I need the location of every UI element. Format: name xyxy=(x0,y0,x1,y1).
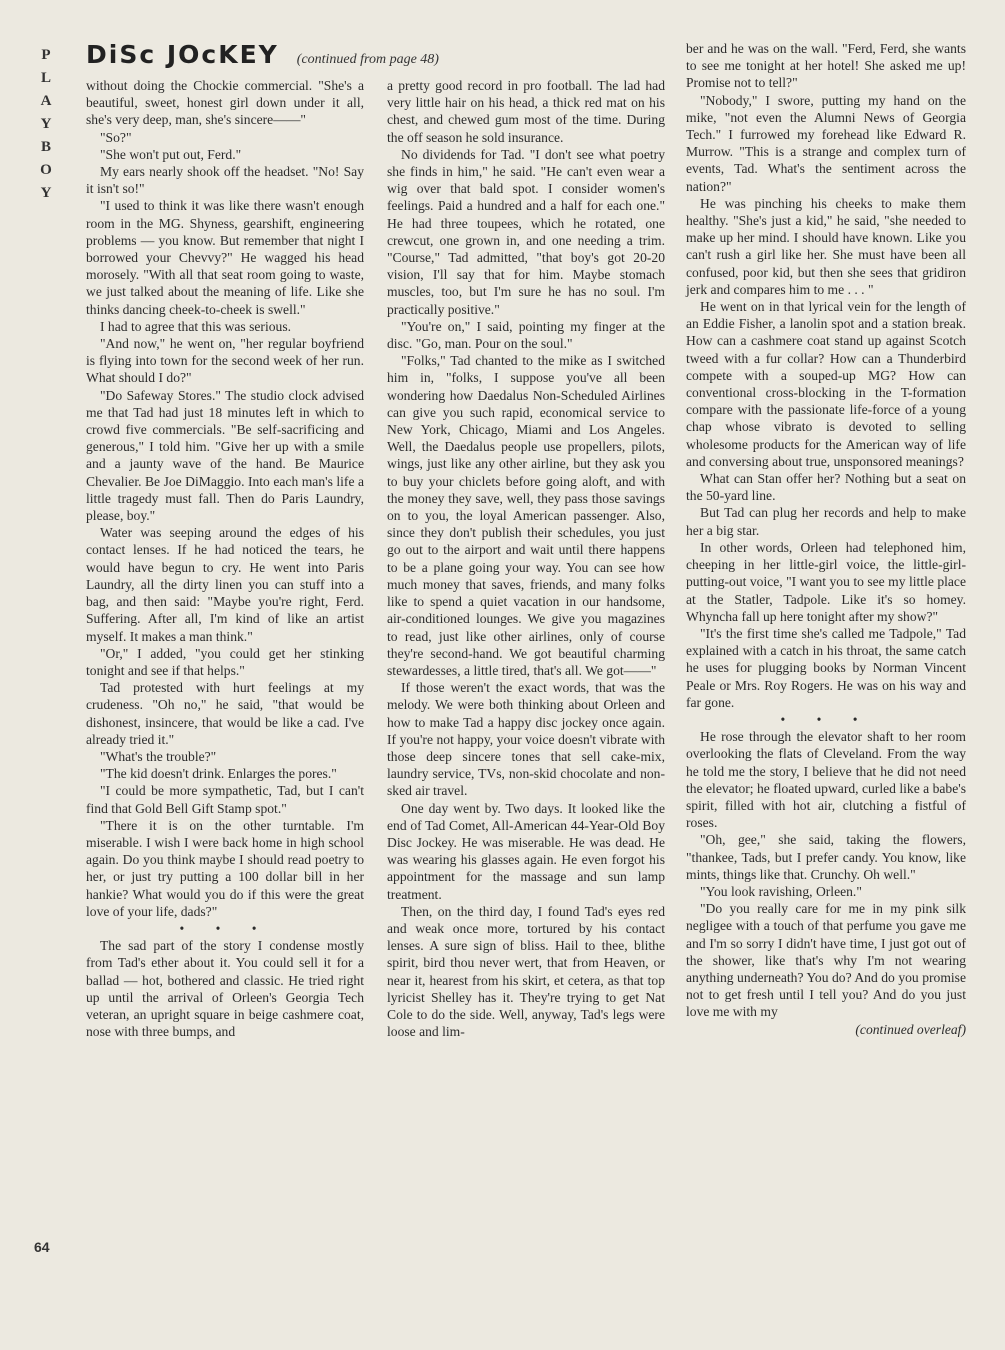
paragraph: "It's the first time she's called me Tadpole," Tad explained with a catch in his throat, the same catch he uses for plugging books by Norman Vincent Peale or Mrs. Roy Rogers. He was on his way and far gone. xyxy=(686,625,966,710)
paragraph: "And now," he went on, "her regular boyfriend is flying into town for the second week of her run. What should I do?" xyxy=(86,336,364,386)
paragraph: What can Stan offer her? Nothing but a seat on the 50-yard line. xyxy=(686,471,966,504)
paragraph: "Or," I added, "you could get her stinking tonight and see if that helps." xyxy=(86,645,364,678)
paragraph: "There it is on the other turntable. I'm miserable. I wish I were back home in high school again. Do you think maybe I should read poetry to her, or just try putting a 100 dollar bill in her hankie? What would you do if this were the great love of your life, dads?" xyxy=(86,817,364,919)
paragraph: One day went by. Two days. It looked like the end of Tad Comet, All-American 44-Year-Old Boy Disc Jockey. He was miserable. He was dead. He was wearing his glasses again. He even forgot his appointment for the massage and sun lamp treatment. xyxy=(387,800,665,902)
text-column-1 xyxy=(86,77,364,1040)
paragraph: No dividends for Tad. "I don't see what poetry she finds in him," he said. "He can't even wear a wig over that bald spot. I consider women's feelings. Paid a hundred and a half for each one." He had three toupees, which he rotated, one crewcut, one grown in, and one needing a trim. "Course," Tad admitted, "that boy's got 20-20 vision, I'll say that for him. Maybe stomach muscles, too, but I'm sure he has no soul. I'm practically positive." xyxy=(387,146,665,317)
paragraph: If those weren't the exact words, that was the melody. We were both thinking about Orleen and how to make Tad a happy disc jockey once again. If you're not happy, your voice doesn't vibrate with those deep sincere tones that sell cake-mix, laundry service, TVs, non-skid chocolate and non-sked air travel. xyxy=(387,680,665,799)
paragraph: without doing the Chockie commercial. "She's a beautiful, sweet, honest girl down under it all, she's very deep, man, she's sincere——" xyxy=(86,78,364,128)
paragraph: "She won't put out, Ferd." xyxy=(100,146,242,162)
side-label-letter: L xyxy=(40,70,51,86)
section-separator: • • • xyxy=(179,920,271,936)
paragraph: Tad protested with hurt feelings at my crudeness. "Oh no," he said, "that would be dishonest, insincere, that would be like a cad. I've already tried it." xyxy=(86,680,364,747)
paragraph: "What's the trouble?" xyxy=(100,748,217,764)
page-number: 64 xyxy=(34,1239,50,1255)
side-label-letter: A xyxy=(40,93,52,109)
paragraph: "Nobody," I swore, putting my hand on the mike, "not even the Alumni News of Georgia Tech." I furrowed my forehead like Edward R. Murrow. "This is a strange and complex turn of events, Tad. What's the sentiment across the nation?" xyxy=(686,92,966,194)
paragraph: In other words, Orleen had telephoned him, cheeping in her little-girl voice, the little-girl-putting-out voice, "I want you to see my little place at the Statler, Tadpole. Like it's so homey. Whyncha fall up here tonight after my show?" xyxy=(686,539,966,624)
text-column-2 xyxy=(387,77,665,1040)
side-label-letter: Y xyxy=(40,185,52,201)
article-title: DiSc JOcKEY xyxy=(86,40,279,69)
paragraph: "Folks," Tad chanted to the mike as I switched him in, "folks, I suppose you've all been wondering how Daedalus Non-Scheduled Airlines can give you such rapid, economical service to New York, Chicago, Miami and Los Angeles. Well, the Daedalus people use propellers, pilots, wings, just like any other airline, but they ask you to buy your chiclets before going aloft, and with the money they save, well, they pass those savings on to you, the loyal American passenger. Also, since they don't publish their schedules, you just go out to the airport and wait until there happens to be a plane going your way. You can see how much money that saves, friends, and many folks like to spend a quiet vacation in our handsome, air-conditioned lounges. We give you magazines to read, just like other airlines, only of course they're second-hand. We got beautiful charming stewardesses, a little tired, that's all. We got——" xyxy=(387,353,665,678)
paragraph: Water was seeping around the edges of his contact lenses. If he had noticed the tears, he would have begun to cry. He went into Paris Laundry, all the dirty linen you can stuff into a bag, and then said: "Maybe you're right, Ferd. Suffering. After all, I'm kind of like an artist myself. It makes a man think." xyxy=(86,525,364,644)
paragraph: "You're on," I said, pointing my finger at the disc. "Go, man. Pour on the soul." xyxy=(387,318,665,352)
paragraph: "You look ravishing, Orleen." xyxy=(700,883,862,899)
continued-overleaf-note: (continued overleaf) xyxy=(855,1021,966,1037)
paragraph: "I used to think it was like there wasn't enough room in the MG. Shyness, gearshift, engineering problems — you know. But remember that night I borrowed your Chevvy?" He wagged his head morosely. "With all that seat room going to waste, we just talked about the meaning of life. Like she thinks dancing cheek-to-cheek is swell." xyxy=(86,198,364,317)
side-label-letter: O xyxy=(40,162,52,178)
paragraph: He rose through the elevator shaft to her room overlooking the flats of Cleveland. From the way he told me the story, I believe that he did not need the elevator; he floated upward, curled like a babe's spirit, filled with hot air, clutching a fistful of roses. xyxy=(686,729,966,831)
side-label-letter: B xyxy=(40,139,51,155)
paragraph: "Do Safeway Stores." The studio clock advised me that Tad had just 18 minutes left in which to crowd five commercials. "Be self-sacrificing and generous," I told him. "Give her up with a smile and a jaunty wave of the hand. Be Maurice Chevalier. Be Joe DiMaggio. Into each man's life a little tragedy must fall. Then do Paris Laundry, please, boy." xyxy=(86,387,364,524)
paragraph: He was pinching his cheeks to make them healthy. "She's just a kid," he said, "she needed to make up her mind. I should have known. Like you can't rush a girl like her. She must have been all confused, poor kid, but then she sees that gridiron jerk and compares him to me . . . " xyxy=(686,195,966,297)
article-heading xyxy=(86,40,439,74)
paragraph: "So?" xyxy=(100,129,132,145)
section-separator: • • • xyxy=(780,711,872,727)
paragraph: But Tad can plug her records and help to make her a big star. xyxy=(686,505,966,538)
paragraph: ber and he was on the wall. "Ferd, Ferd, she wants to see me tonight at her hotel! She asked me up! Promise not to tell?" xyxy=(686,41,966,91)
paragraph: He went on in that lyrical vein for the length of an Eddie Fisher, a lanolin spot and a station break. How can a cashmere coat stand up against Scotch tweed with a fur collar? How can a Thunderbird compete with a souped-up MG? How can conventional cross-blocking in the T-formation compare with the passionate life-force of a young chap whose vibrato is devoted to selling wholesome products for the American way of life and conversing about true, unsponsored meanings? xyxy=(686,299,966,469)
paragraph: The sad part of the story I condense mostly from Tad's ether about it. You could sell it for a ballad — hot, bothered and classic. He tried right up until the arrival of Orleen's Georgia Tech veteran, an upright square in beige cashmere coat, nose with three bumps, and xyxy=(86,938,364,1040)
paragraph: I had to agree that this was serious. xyxy=(100,318,292,334)
text-column-3 xyxy=(686,40,966,1038)
magazine-side-label xyxy=(36,44,56,205)
paragraph: My ears nearly shook off the headset. "No! Say it isn't so!" xyxy=(86,164,364,197)
paragraph: "The kid doesn't drink. Enlarges the pores." xyxy=(100,766,337,782)
continuation-note: (continued from page 48) xyxy=(296,52,439,67)
side-label-letter: Y xyxy=(40,116,52,132)
side-label-letter: P xyxy=(41,47,51,63)
paragraph: "Do you really care for me in my pink silk negligee with a touch of that perfume you gave me and I'm so sorry I didn't have time, I just got out of the shower, like that's why I'm not wearing anything underneath? You do? And do you promise not to get fresh until I tell you? And do you just love me with my xyxy=(686,901,966,1020)
paragraph: "Oh, gee," she said, taking the flowers, "thankee, Tads, but I prefer candy. You know, like mints, things like that. Crunchy. Oh well." xyxy=(686,832,966,882)
paragraph: Then, on the third day, I found Tad's eyes red and weak once more, tortured by his contact lenses. A sure sign of bliss. Hail to thee, blithe spirit, bird thou never wert, that from Heaven, or near it, hearest from his skirt, et cetera, as that top lyricist Shelley has it. They're trying to get Nat Cole to do the side. Well, anyway, Tad's legs were loose and lim- xyxy=(387,903,665,1040)
paragraph: a pretty good record in pro football. The lad had very little hair on his head, a thick red mat on his chest, and chewed gum most of the time. During the off season he sold insurance. xyxy=(387,78,665,145)
paragraph: "I could be more sympathetic, Tad, but I can't find that Gold Bell Gift Stamp spot." xyxy=(86,783,364,816)
